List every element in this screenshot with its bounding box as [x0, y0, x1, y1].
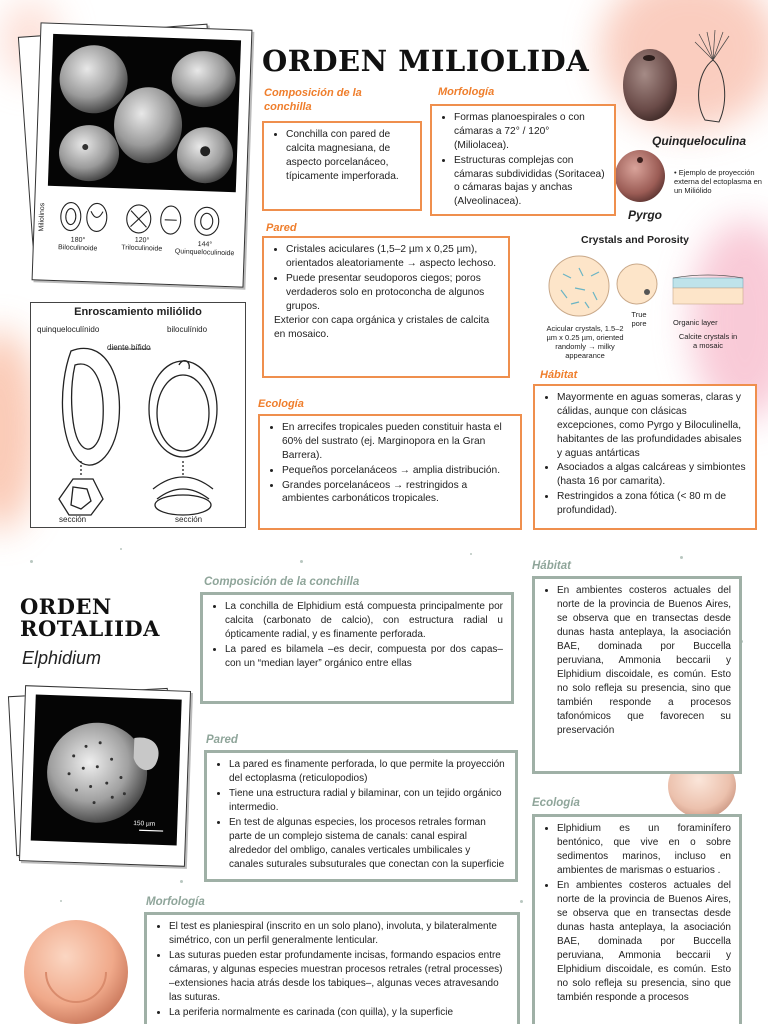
ectoplasm-note: Ejemplo de proyección externa del ectoplasma en un Miliólido	[674, 168, 762, 195]
species-label-pyrgo: Pyrgo	[628, 208, 663, 222]
box-pared	[262, 236, 510, 378]
bullet-icon: •	[674, 168, 679, 177]
box-ecologia-top	[258, 414, 522, 530]
box-ecologia-bottom	[532, 814, 742, 1024]
box-composicion	[262, 121, 422, 211]
scale-label: 150 µm	[133, 820, 156, 828]
photo-side-label: Miliolinos	[38, 202, 47, 232]
list-item: • La pared es finamente perforada, lo que permite la proyección del ectoplasma (reticulopodios)	[229, 758, 507, 786]
coiling-diagrams	[38, 196, 235, 263]
list-item: • Tiene una estructura radial y bilaminar, con un tejido orgánico intermedio.	[229, 787, 507, 815]
type-quinqueloculinoide: Quinqueloculinoide	[174, 248, 235, 258]
list-item: • Restringidos a zona fótica (< 80 m de profundidad).	[557, 490, 747, 518]
species-label-quinqueloculina: Quinqueloculina	[652, 134, 747, 148]
coiling-section-left: sección	[59, 515, 87, 524]
list-item: • La periferia normalmente es carinada (con quilla), y la superficie	[169, 1006, 509, 1020]
list-item: • Estructuras complejas con cámaras subdivididas (Soritacea) o cámaras bajas y anchas (Alveolinacea).	[454, 154, 606, 210]
crystals-organic-caption: Organic layer	[673, 318, 718, 327]
label-pared-bottom: Pared	[206, 734, 238, 746]
label-ecologia-top: Ecología	[258, 398, 304, 410]
list-item: • En test de algunas especies, los procesos retrales forman parte de un complejo sistema de canals: canal espiral alrededor del ombligo, canales verticales umbilicales y canales suturales subsuturales que conectan con la superficie	[229, 816, 507, 872]
coiling-panel	[30, 302, 246, 528]
list-item: • Elphidium es un foraminífero bentónico, que vive en o sobre sedimentos marinos, incluso en ambientes de marismas o estuarios .	[557, 822, 731, 878]
list-item: • El test es planiespiral (inscrito en un solo plano), involuta, y bilateralmente simétrico, con un perfil generalmente lenticular.	[169, 920, 509, 948]
box-composicion-bottom	[200, 592, 514, 704]
crystals-calcite-caption: Calcite crystals in a mosaic	[678, 332, 738, 350]
type-biloculinoide: Biloculinoide	[57, 244, 98, 253]
crystals-acicular-caption: Acicular crystals, 1.5–2 µm x 0.25 µm, oriented randomly → milky appearance	[546, 324, 624, 360]
type-triloculinoide: Triloculinoide	[121, 244, 163, 254]
list-item: • En ambientes costeros actuales del norte de la provincia de Buenos Aires, se observa que en transectas desde dunas hasta anteplaya, la asociación BAE, dominada por Buccella peruviana, Ammonia beccarii y Elphidium discoidale, es común. Esto no solo refleja su presencia, sino que también responde a procesos	[557, 879, 731, 1005]
box-morfologia-bottom	[144, 912, 520, 1024]
elphidium-sem-photo	[31, 695, 182, 846]
subtitle-elphidium: Elphidium	[22, 648, 102, 668]
label-habitat-bottom: Hábitat	[532, 560, 571, 572]
angle-120: 120°	[134, 236, 150, 245]
list-item: • La pared es bilamela –es decir, compuesta por dos capas– con un “median layer” orgánico entre ellas	[225, 643, 503, 671]
label-composicion-bottom: Composición de la conchilla	[204, 576, 360, 588]
miliolid-shells-image	[48, 34, 241, 192]
list-item: • Mayormente en aguas someras, claras y cálidas, aunque con clásicas excepciones, como Pyrgo y Biloculinella, habitantes de las profundidades abisales y aguas antárticas	[557, 391, 747, 460]
angle-144: 144°	[197, 240, 213, 249]
list-item: • En arrecifes tropicales pueden constituir hasta el 60% del sustrato (ej. Marginopora en la Gran Barrera).	[282, 421, 512, 463]
sem-photo	[48, 34, 241, 192]
label-morfologia-bottom: Morfología	[146, 896, 205, 908]
list-item: • Conchilla con pared de calcita magnesiana, de aspecto porcelanáceo, típicamente imperforada.	[286, 128, 412, 184]
angle-180: 180°	[70, 236, 86, 245]
box-morfologia	[430, 104, 616, 216]
box-habitat-bottom	[532, 576, 742, 774]
page-title-miliolida: ORDEN MILIOLIDA	[262, 44, 590, 78]
pyrgo-image	[612, 148, 668, 206]
list-item: • Grandes porcelanáceos → restringidos a ambientes carbonáticos tropicales.	[282, 479, 512, 507]
list-item: • Puede presentar seudoporos ciegos; poros verdaderos solo en protoconcha de algunos grupos.	[286, 272, 500, 314]
list-item: • En ambientes costeros actuales del norte de la provincia de Buenos Aires, se observa que en transectas desde dunas hasta anteplaya, la asociación BAE, dominada por Buccella peruviana, Ammonia beccarii y Elphidium discoidale, es común. Esto no solo refleja su presencia, sino que también responde a procesos tafonómicos que favorecen su preservación	[557, 584, 731, 738]
coiling-label-left: quinqueloculínido	[37, 325, 100, 334]
list-item: • Asociados a algas calcáreas y simbiontes (hasta 16 por camarita).	[557, 461, 747, 489]
coiling-title: Enroscamiento miliólido	[74, 306, 202, 318]
list-item: • Las suturas pueden estar profundamente incisas, formando espacios entre cámaras, y algunas especies muestran procesos retrales (retral processes) –extensiones hacia atrás desde los tabiques–, algunas veces atravesando las suturas.	[169, 949, 509, 1005]
coiling-label-mid: diente bífido	[107, 343, 151, 352]
page-title-rotaliida-2: ROTALIIDA	[20, 616, 160, 641]
pared-extra: Exterior con capa orgánica y cristales de calcita en mosaico.	[274, 315, 490, 341]
box-pared-bottom	[204, 750, 518, 882]
list-item: • Pequeños porcelanáceos → amplia distribución.	[282, 464, 512, 478]
coiling-section-right: sección	[175, 515, 203, 524]
photo-frame	[19, 685, 191, 867]
crystals-pore-caption: True pore	[631, 310, 647, 328]
label-pared: Pared	[266, 222, 297, 234]
list-item: • Formas planoespirales o con cámaras a 72° / 120° (Miliolacea).	[454, 111, 606, 153]
photo-frame	[32, 22, 253, 287]
page-title-rotaliida-1: ORDEN	[20, 594, 112, 619]
quinqueloculina-image	[615, 30, 765, 135]
coiling-label-right: biloculínido	[167, 325, 208, 334]
label-ecologia-bottom: Ecología	[532, 797, 580, 809]
label-composicion: Composición de la conchilla	[264, 87, 362, 114]
label-habitat-top: Hábitat	[540, 369, 578, 381]
crystals-title: Crystals and Porosity	[581, 234, 689, 246]
crystals-diagram	[545, 254, 765, 324]
box-habitat-top	[533, 384, 757, 530]
label-morfologia: Morfología	[438, 86, 495, 98]
list-item: • Cristales aciculares (1,5–2 µm x 0,25 µm), orientados aleatoriamente → aspecto lechoso.	[286, 243, 500, 271]
elphidium-shell-image	[18, 910, 138, 1024]
list-item: • La conchilla de Elphidium está compuesta principalmente por calcita (carbonato de calcio), con estructura radial u ópticamente radial, y es finamente perforada.	[225, 600, 503, 642]
